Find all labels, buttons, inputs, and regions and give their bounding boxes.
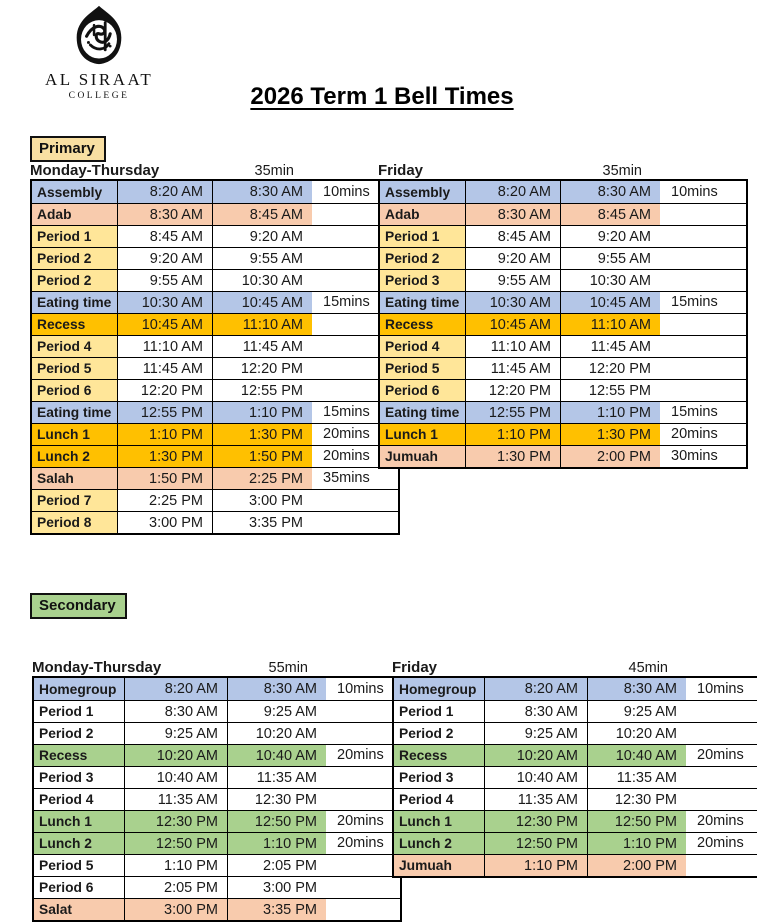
table-row bbox=[394, 700, 757, 722]
session-name-cell: Period 5 bbox=[32, 358, 117, 379]
session-name-cell: Lunch 2 bbox=[32, 446, 117, 467]
primary-section-tag: Primary bbox=[30, 136, 106, 162]
start-time-cell: 9:25 AM bbox=[484, 723, 587, 744]
start-time-cell: 2:05 PM bbox=[124, 877, 227, 898]
duration-label: 30mins bbox=[671, 448, 718, 464]
table-row bbox=[32, 335, 398, 357]
duration-label: 15mins bbox=[323, 404, 370, 420]
duration-label: 10mins bbox=[323, 184, 370, 200]
end-time-cell: 11:35 AM bbox=[227, 767, 326, 788]
start-time-cell: 10:45 AM bbox=[117, 314, 212, 335]
start-time-cell: 11:45 AM bbox=[465, 358, 560, 379]
table-row bbox=[394, 854, 757, 876]
end-time-cell: 12:55 PM bbox=[560, 380, 660, 401]
duration-label: 10mins bbox=[337, 681, 384, 697]
start-time-cell: 12:30 PM bbox=[124, 811, 227, 832]
start-time-cell: 1:30 PM bbox=[465, 446, 560, 467]
session-name-cell: Lunch 2 bbox=[34, 833, 124, 854]
end-time-cell: 1:30 PM bbox=[212, 424, 312, 445]
session-name-cell: Period 4 bbox=[34, 789, 124, 810]
duration-label: 20mins bbox=[323, 426, 370, 442]
start-time-cell: 11:35 AM bbox=[124, 789, 227, 810]
session-name-cell: Lunch 2 bbox=[394, 833, 484, 854]
start-time-cell: 8:30 AM bbox=[117, 204, 212, 225]
session-name-cell: Assembly bbox=[380, 181, 465, 203]
start-time-cell: 1:10 PM bbox=[124, 855, 227, 876]
table-row bbox=[32, 269, 398, 291]
logo-subname: COLLEGE bbox=[68, 91, 130, 101]
end-time-cell: 1:10 PM bbox=[587, 833, 686, 854]
end-time-cell: 11:45 AM bbox=[560, 336, 660, 357]
day-label: Friday bbox=[378, 162, 424, 179]
table-row bbox=[380, 313, 746, 335]
end-time-cell: 10:20 AM bbox=[227, 723, 326, 744]
session-name-cell: Period 2 bbox=[34, 723, 124, 744]
duration-label: 20mins bbox=[337, 835, 384, 851]
end-time-cell: 10:30 AM bbox=[560, 270, 660, 291]
end-time-cell: 1:50 PM bbox=[212, 446, 312, 467]
session-name-cell: Period 1 bbox=[380, 226, 465, 247]
page-title: 2026 Term 1 Bell Times bbox=[250, 83, 514, 110]
table-row bbox=[394, 788, 757, 810]
session-name-cell: Lunch 1 bbox=[34, 811, 124, 832]
table-day-header bbox=[32, 656, 330, 676]
start-time-cell: 9:20 AM bbox=[117, 248, 212, 269]
start-time-cell: 12:30 PM bbox=[484, 811, 587, 832]
start-time-cell: 12:55 PM bbox=[117, 402, 212, 423]
end-time-cell: 12:20 PM bbox=[560, 358, 660, 379]
secondary-friday-schedule bbox=[392, 656, 757, 878]
start-time-cell: 11:10 AM bbox=[117, 336, 212, 357]
end-time-cell: 9:25 AM bbox=[227, 701, 326, 722]
start-time-cell: 9:55 AM bbox=[465, 270, 560, 291]
start-time-cell: 1:50 PM bbox=[117, 468, 212, 489]
session-name-cell: Jumuah bbox=[394, 855, 484, 876]
end-time-cell: 12:20 PM bbox=[212, 358, 312, 379]
table-row bbox=[380, 247, 746, 269]
start-time-cell: 12:55 PM bbox=[465, 402, 560, 423]
table-row bbox=[32, 225, 398, 247]
end-time-cell: 10:30 AM bbox=[212, 270, 312, 291]
end-time-cell: 12:30 PM bbox=[227, 789, 326, 810]
start-time-cell: 8:45 AM bbox=[117, 226, 212, 247]
session-name-cell: Recess bbox=[32, 314, 117, 335]
end-time-cell: 8:30 AM bbox=[587, 678, 686, 700]
table-row bbox=[32, 313, 398, 335]
period-length-label: 35min bbox=[254, 163, 294, 179]
primary-friday-schedule bbox=[378, 159, 748, 469]
end-time-cell: 3:00 PM bbox=[227, 877, 326, 898]
start-time-cell: 12:50 PM bbox=[124, 833, 227, 854]
session-name-cell: Period 2 bbox=[32, 270, 117, 291]
end-time-cell: 10:40 AM bbox=[587, 745, 686, 766]
session-name-cell: Period 3 bbox=[34, 767, 124, 788]
session-name-cell: Period 6 bbox=[32, 380, 117, 401]
table-day-header bbox=[392, 656, 690, 676]
duration-label: 20mins bbox=[697, 747, 744, 763]
session-name-cell: Recess bbox=[34, 745, 124, 766]
period-length-label: 45min bbox=[628, 660, 668, 676]
session-name-cell: Period 3 bbox=[394, 767, 484, 788]
end-time-cell: 11:35 AM bbox=[587, 767, 686, 788]
session-name-cell: Lunch 1 bbox=[380, 424, 465, 445]
duration-label: 10mins bbox=[671, 184, 718, 200]
start-time-cell: 11:35 AM bbox=[484, 789, 587, 810]
session-name-cell: Period 5 bbox=[380, 358, 465, 379]
duration-label: 20mins bbox=[337, 813, 384, 829]
session-name-cell: Period 2 bbox=[32, 248, 117, 269]
end-time-cell: 8:45 AM bbox=[212, 204, 312, 225]
end-time-cell: 12:50 PM bbox=[587, 811, 686, 832]
end-time-cell: 9:25 AM bbox=[587, 701, 686, 722]
table-row bbox=[394, 722, 757, 744]
session-name-cell: Period 4 bbox=[32, 336, 117, 357]
table-row bbox=[380, 335, 746, 357]
day-label: Monday-Thursday bbox=[32, 659, 162, 676]
session-name-cell: Period 1 bbox=[32, 226, 117, 247]
duration-label: 15mins bbox=[671, 294, 718, 310]
table-row bbox=[32, 489, 398, 511]
duration-label: 10mins bbox=[697, 681, 744, 697]
session-name-cell: Recess bbox=[394, 745, 484, 766]
session-name-cell: Eating time bbox=[380, 292, 465, 313]
start-time-cell: 11:10 AM bbox=[465, 336, 560, 357]
end-time-cell: 11:10 AM bbox=[212, 314, 312, 335]
end-time-cell: 3:35 PM bbox=[212, 512, 312, 533]
start-time-cell: 9:25 AM bbox=[124, 723, 227, 744]
start-time-cell: 10:45 AM bbox=[465, 314, 560, 335]
start-time-cell: 3:00 PM bbox=[124, 899, 227, 920]
start-time-cell: 10:20 AM bbox=[124, 745, 227, 766]
session-name-cell: Adab bbox=[32, 204, 117, 225]
start-time-cell: 12:20 PM bbox=[465, 380, 560, 401]
duration-label: 20mins bbox=[697, 813, 744, 829]
duration-label: 20mins bbox=[323, 448, 370, 464]
session-name-cell: Period 2 bbox=[380, 248, 465, 269]
end-time-cell: 1:10 PM bbox=[227, 833, 326, 854]
duration-label: 15mins bbox=[323, 294, 370, 310]
end-time-cell: 2:00 PM bbox=[560, 446, 660, 467]
session-name-cell: Period 1 bbox=[34, 701, 124, 722]
table-row bbox=[34, 788, 400, 810]
session-name-cell: Period 4 bbox=[394, 789, 484, 810]
start-time-cell: 8:30 AM bbox=[465, 204, 560, 225]
end-time-cell: 9:20 AM bbox=[212, 226, 312, 247]
table-row bbox=[34, 876, 400, 898]
period-length-label: 55min bbox=[268, 660, 308, 676]
table-row bbox=[34, 766, 400, 788]
secondary-monday-thursday-schedule bbox=[32, 656, 402, 922]
end-time-cell: 10:20 AM bbox=[587, 723, 686, 744]
session-name-cell: Assembly bbox=[32, 181, 117, 203]
session-name-cell: Eating time bbox=[32, 402, 117, 423]
end-time-cell: 2:05 PM bbox=[227, 855, 326, 876]
end-time-cell: 12:55 PM bbox=[212, 380, 312, 401]
start-time-cell: 8:20 AM bbox=[117, 181, 212, 203]
session-name-cell: Salat bbox=[34, 899, 124, 920]
duration-label: 35mins bbox=[323, 470, 370, 486]
table-row bbox=[380, 379, 746, 401]
start-time-cell: 10:20 AM bbox=[484, 745, 587, 766]
table-row bbox=[32, 379, 398, 401]
start-time-cell: 12:20 PM bbox=[117, 380, 212, 401]
session-name-cell: Lunch 1 bbox=[394, 811, 484, 832]
end-time-cell: 9:55 AM bbox=[212, 248, 312, 269]
end-time-cell: 3:00 PM bbox=[212, 490, 312, 511]
end-time-cell: 1:30 PM bbox=[560, 424, 660, 445]
session-name-cell: Period 6 bbox=[34, 877, 124, 898]
start-time-cell: 8:30 AM bbox=[124, 701, 227, 722]
end-time-cell: 10:45 AM bbox=[560, 292, 660, 313]
duration-label: 20mins bbox=[697, 835, 744, 851]
end-time-cell: 9:55 AM bbox=[560, 248, 660, 269]
end-time-cell: 2:25 PM bbox=[212, 468, 312, 489]
end-time-cell: 8:45 AM bbox=[560, 204, 660, 225]
calligraphy-emblem-icon bbox=[68, 2, 130, 68]
session-name-cell: Jumuah bbox=[380, 446, 465, 467]
start-time-cell: 3:00 PM bbox=[117, 512, 212, 533]
start-time-cell: 1:10 PM bbox=[117, 424, 212, 445]
day-label: Friday bbox=[392, 659, 438, 676]
table-row bbox=[380, 225, 746, 247]
session-name-cell: Period 1 bbox=[394, 701, 484, 722]
end-time-cell: 8:30 AM bbox=[560, 181, 660, 203]
table-row bbox=[34, 700, 400, 722]
table-row bbox=[394, 766, 757, 788]
end-time-cell: 9:20 AM bbox=[560, 226, 660, 247]
end-time-cell: 10:40 AM bbox=[227, 745, 326, 766]
start-time-cell: 1:10 PM bbox=[465, 424, 560, 445]
start-time-cell: 12:50 PM bbox=[484, 833, 587, 854]
session-name-cell: Period 2 bbox=[394, 723, 484, 744]
session-name-cell: Homegroup bbox=[394, 678, 484, 700]
end-time-cell: 1:10 PM bbox=[560, 402, 660, 423]
end-time-cell: 1:10 PM bbox=[212, 402, 312, 423]
duration-label: 15mins bbox=[671, 404, 718, 420]
session-name-cell: Period 7 bbox=[32, 490, 117, 511]
start-time-cell: 1:30 PM bbox=[117, 446, 212, 467]
end-time-cell: 12:30 PM bbox=[587, 789, 686, 810]
college-logo bbox=[45, 2, 153, 101]
session-name-cell: Eating time bbox=[380, 402, 465, 423]
start-time-cell: 10:40 AM bbox=[484, 767, 587, 788]
table-row bbox=[34, 854, 400, 876]
table-row bbox=[32, 357, 398, 379]
end-time-cell: 11:45 AM bbox=[212, 336, 312, 357]
end-time-cell: 2:00 PM bbox=[587, 855, 686, 876]
period-length-label: 35min bbox=[602, 163, 642, 179]
start-time-cell: 9:55 AM bbox=[117, 270, 212, 291]
session-name-cell: Salah bbox=[32, 468, 117, 489]
primary-monday-thursday-schedule bbox=[30, 159, 400, 535]
table-day-header bbox=[378, 159, 664, 179]
table-row bbox=[380, 357, 746, 379]
start-time-cell: 8:30 AM bbox=[484, 701, 587, 722]
table-row bbox=[32, 247, 398, 269]
session-name-cell: Period 5 bbox=[34, 855, 124, 876]
logo-name: AL SIRAAT bbox=[45, 70, 154, 89]
start-time-cell: 11:45 AM bbox=[117, 358, 212, 379]
start-time-cell: 10:30 AM bbox=[117, 292, 212, 313]
end-time-cell: 3:35 PM bbox=[227, 899, 326, 920]
table-day-header bbox=[30, 159, 316, 179]
session-name-cell: Period 8 bbox=[32, 512, 117, 533]
start-time-cell: 8:45 AM bbox=[465, 226, 560, 247]
session-name-cell: Lunch 1 bbox=[32, 424, 117, 445]
bell-times-table bbox=[32, 676, 402, 922]
session-name-cell: Adab bbox=[380, 204, 465, 225]
start-time-cell: 9:20 AM bbox=[465, 248, 560, 269]
start-time-cell: 2:25 PM bbox=[117, 490, 212, 511]
table-row bbox=[32, 203, 398, 225]
table-row bbox=[34, 898, 400, 920]
table-row bbox=[380, 203, 746, 225]
end-time-cell: 12:50 PM bbox=[227, 811, 326, 832]
end-time-cell: 8:30 AM bbox=[227, 678, 326, 700]
session-name-cell: Period 3 bbox=[380, 270, 465, 291]
table-row bbox=[32, 511, 398, 533]
start-time-cell: 10:30 AM bbox=[465, 292, 560, 313]
session-name-cell: Period 6 bbox=[380, 380, 465, 401]
start-time-cell: 8:20 AM bbox=[124, 678, 227, 700]
end-time-cell: 11:10 AM bbox=[560, 314, 660, 335]
secondary-section-tag: Secondary bbox=[30, 593, 127, 619]
start-time-cell: 8:20 AM bbox=[484, 678, 587, 700]
duration-label: 20mins bbox=[671, 426, 718, 442]
session-name-cell: Homegroup bbox=[34, 678, 124, 700]
table-row bbox=[34, 722, 400, 744]
start-time-cell: 10:40 AM bbox=[124, 767, 227, 788]
end-time-cell: 10:45 AM bbox=[212, 292, 312, 313]
table-row bbox=[380, 269, 746, 291]
duration-label: 20mins bbox=[337, 747, 384, 763]
session-name-cell: Eating time bbox=[32, 292, 117, 313]
day-label: Monday-Thursday bbox=[30, 162, 160, 179]
session-name-cell: Period 4 bbox=[380, 336, 465, 357]
start-time-cell: 1:10 PM bbox=[484, 855, 587, 876]
end-time-cell: 8:30 AM bbox=[212, 181, 312, 203]
session-name-cell: Recess bbox=[380, 314, 465, 335]
start-time-cell: 8:20 AM bbox=[465, 181, 560, 203]
